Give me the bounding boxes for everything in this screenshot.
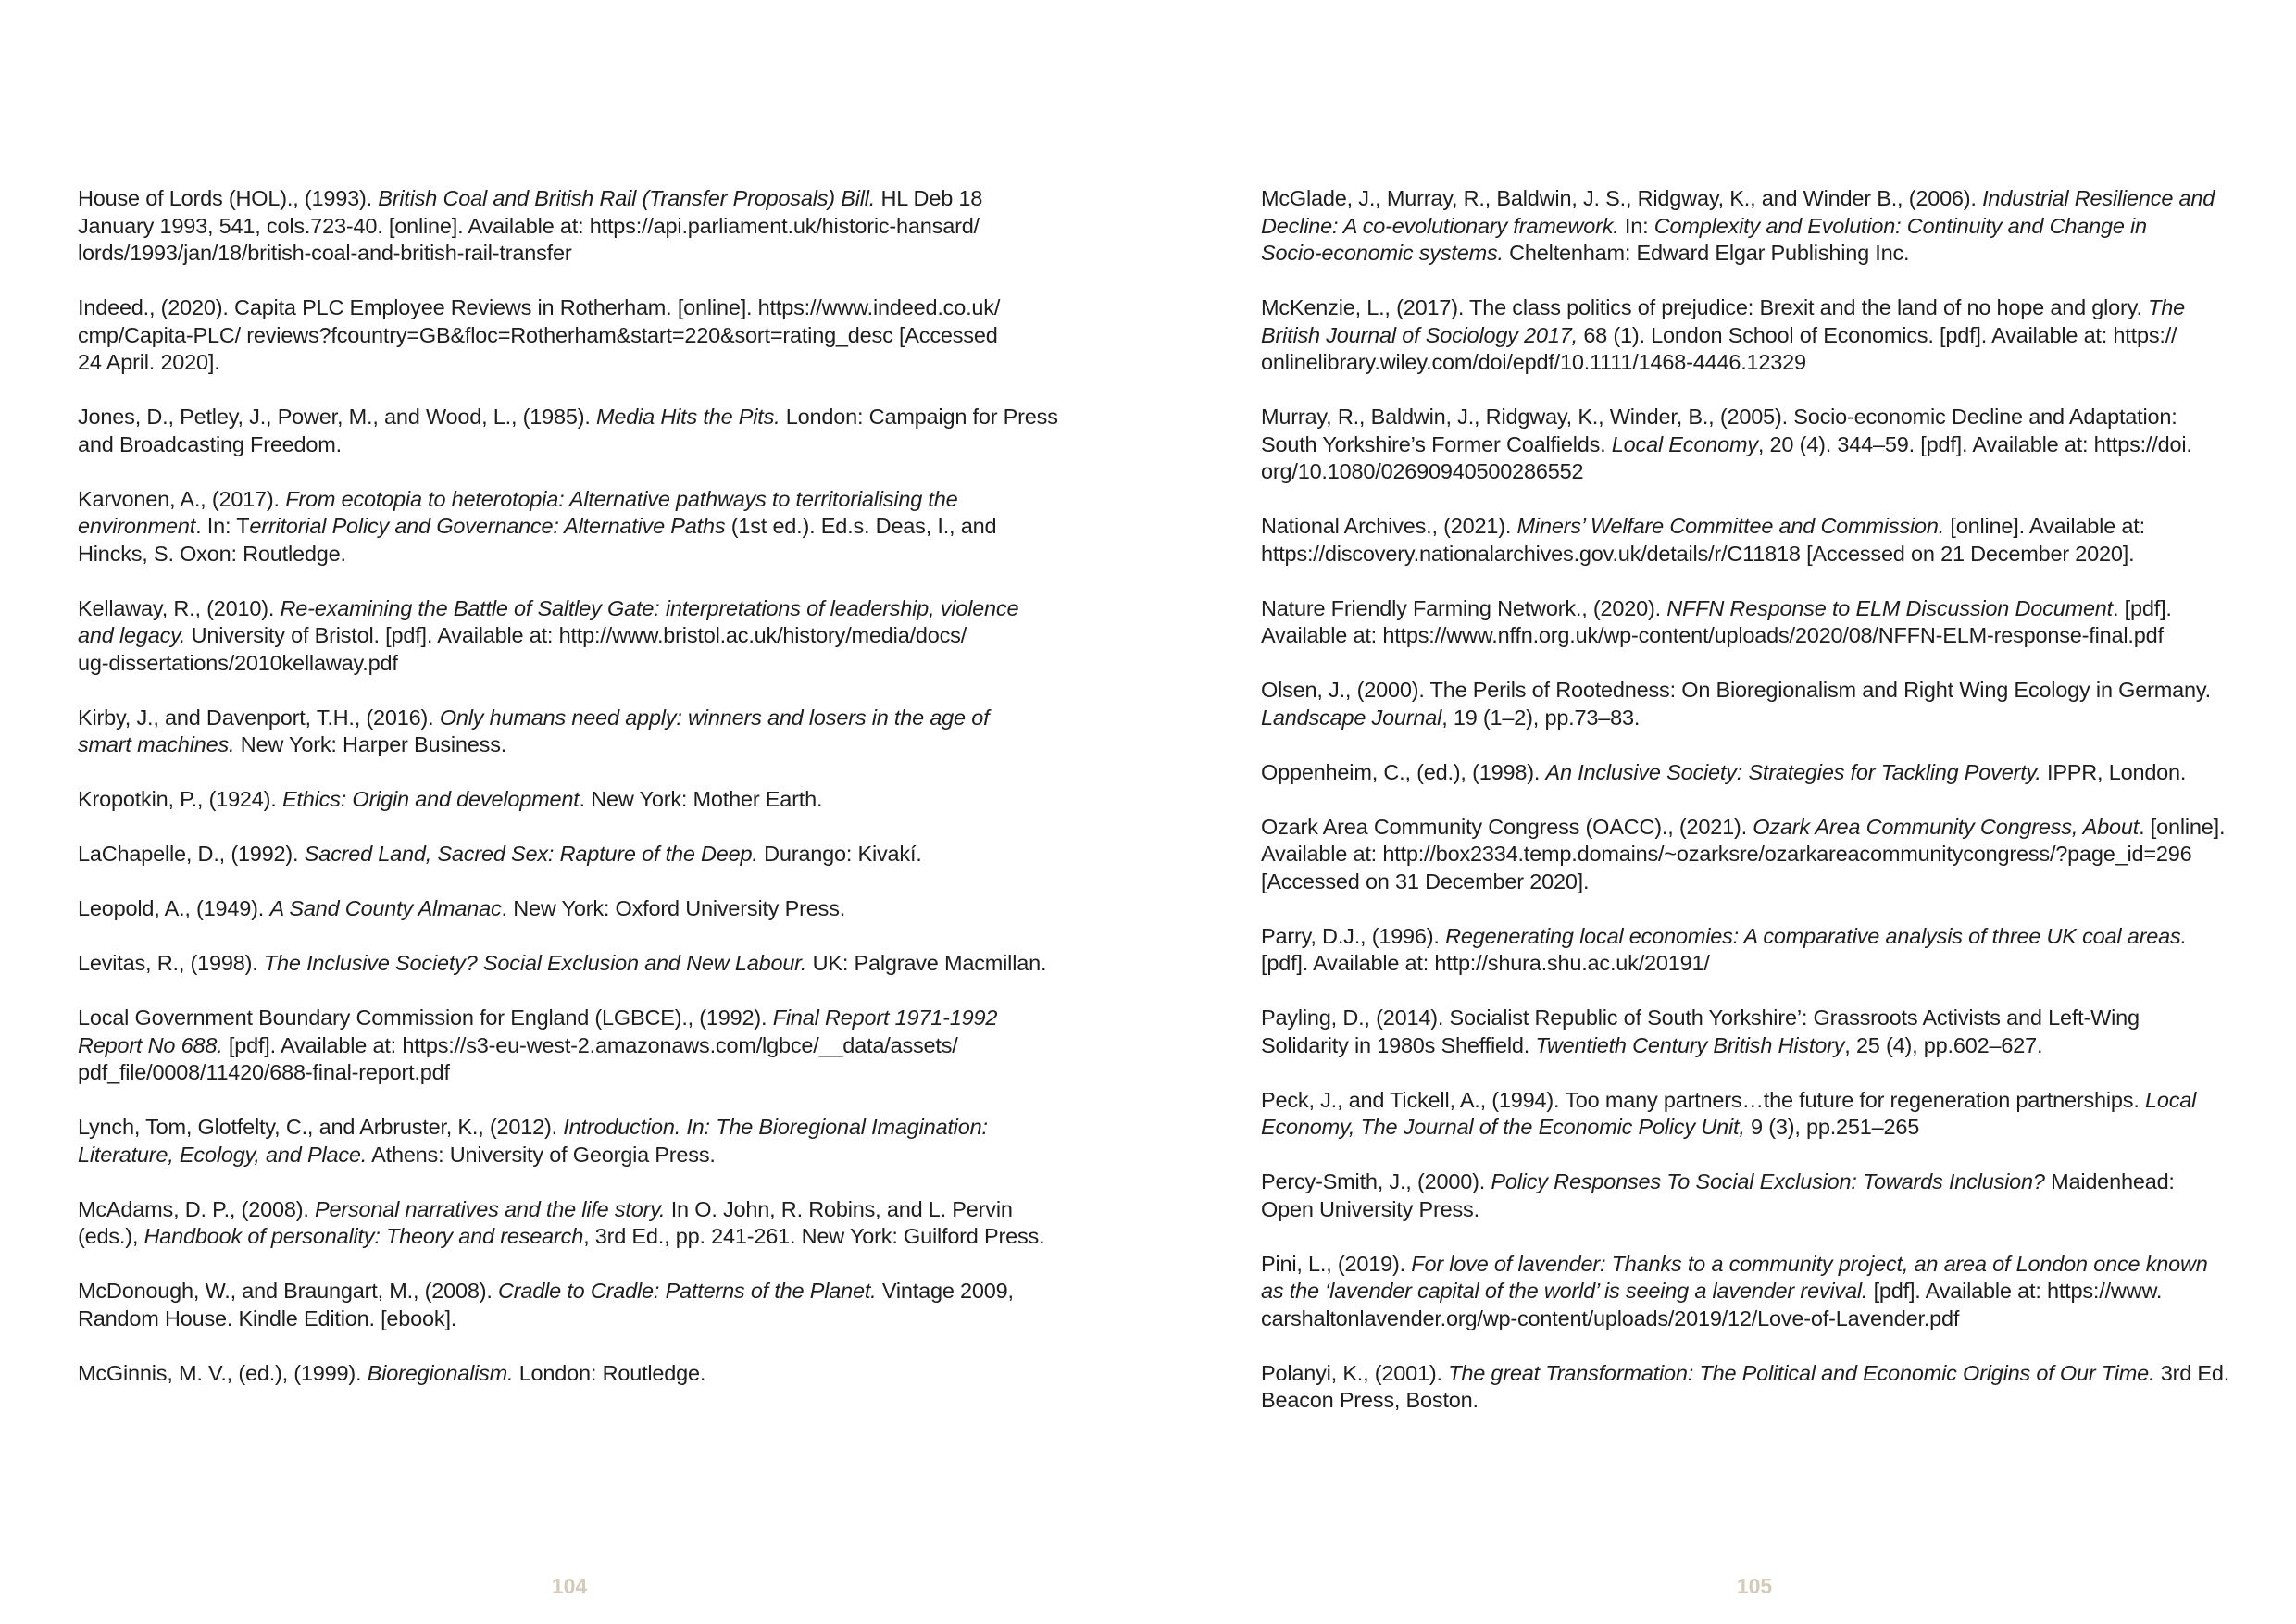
reference-title-text: Ethics: Origin and development [281, 787, 580, 811]
reference-title-text: erritorial Policy and Governance: Alternative Paths [249, 514, 726, 538]
reference-entry [1261, 1360, 2279, 1415]
reference-text: 9 (3), pp.251–265 [1744, 1115, 1920, 1139]
reference-entry [78, 486, 1068, 568]
reference-text: Kellaway, R., (2010). [78, 595, 281, 620]
reference-text: House of Lords (HOL)., (1993). [78, 186, 379, 210]
reference-entry [78, 895, 1068, 923]
reference-text: London: Routledge. [513, 1360, 706, 1385]
reference-entry [78, 1196, 1068, 1251]
reference-entry [78, 404, 1068, 458]
reference-text: Percy-Smith, J., (2000). [1261, 1169, 1491, 1193]
reference-title-text: From ecotopia to heterotopia: Alternative pathways to territorialising the environment [78, 486, 958, 538]
reference-entry [78, 705, 1068, 759]
reference-title-text: British Coal and British Rail (Transfer Proposals) Bill. [378, 186, 876, 210]
reference-title-text: Handbook of personality: Theory and research [144, 1224, 584, 1248]
reference-title-text: Bioregionalism. [367, 1360, 514, 1385]
reference-text: . [pdf]. Available at: https://www.nffn.org.uk/wp-content/uploads/2020/08/NFFN-ELM-response-final.pdf [1261, 595, 2172, 647]
reference-text: Local Government Boundary Commission for England (LGBCE)., (1992). [78, 1006, 773, 1030]
reference-entry [78, 1005, 1068, 1087]
reference-text: . New York: Oxford University Press. [501, 896, 846, 920]
reference-entry [78, 185, 1068, 268]
reference-entry [1261, 1168, 2279, 1223]
reference-entry [78, 786, 1068, 814]
reference-entry [1261, 595, 2279, 650]
reference-text: Indeed., (2020). Capita PLC Employee Reviews in Rotherham. [online]. https://www.indeed.co.uk/ cmp/Capita-PLC/ reviews?fcountry=GB&floc=Rotherham&start=220&sort=rating_desc [Accessed 24 April. 2020]. [78, 295, 1001, 374]
reference-text: Kirby, J., and Davenport, T.H., (2016). [78, 705, 440, 730]
reference-list-left [78, 185, 1068, 1415]
reference-entry [1261, 814, 2279, 896]
reference-entry [1261, 923, 2279, 978]
reference-text: . [online]. Available at: http://box2334.temp.domains/~ozarksre/ozarkareacommunitycongress/?page_id=296 [Accessed on 31 December 2020]. [1261, 814, 2226, 893]
reference-text: [online]. Available at: https://discovery.nationalarchives.gov.uk/details/r/C11818 [Accessed on 21 December 2020]. [1261, 514, 2145, 566]
reference-text: [pdf]. Available at: https://www. carshaltonlavender.org/wp-content/uploads/2019/12/Love-of-Lavender.pdf [1261, 1279, 2163, 1330]
reference-text: Murray, R., Baldwin, J., Ridgway, K., Winder, B., (2005). Socio-economic Decline and Adaptation: South Yorkshire’s Former Coalfields. [1261, 405, 2177, 456]
reference-text: , 20 (4). 344–59. [pdf]. Available at: https://doi. org/10.1080/02690940500286552 [1261, 431, 2192, 483]
reference-title-text: Local Economy [1611, 431, 1758, 456]
reference-text: Levitas, R., (1998). [78, 951, 264, 975]
reference-entry [78, 950, 1068, 978]
reference-text: McKenzie, L., (2017). The class politics of prejudice: Brexit and the land of no hope and glory. [1261, 295, 2149, 319]
reference-entry [1261, 677, 2279, 731]
reference-text: In: [1618, 213, 1654, 238]
reference-title-text: Media Hits the Pits. [596, 405, 780, 429]
reference-text: In O. John, R. Robins, and L. Pervin (eds.), [78, 1196, 1013, 1248]
reference-text: Pini, L., (2019). [1261, 1251, 1412, 1276]
reference-title-text: Cradle to Cradle: Patterns of the Planet. [498, 1279, 877, 1303]
reference-entry [1261, 1251, 2279, 1333]
reference-text: Ozark Area Community Congress (OACC)., (2021). [1261, 814, 1753, 839]
reference-text: IPPR, London. [2040, 759, 2187, 784]
reference-text: Olsen, J., (2000). The Perils of Rootedness: On Bioregionalism and Right Wing Ecology in Germany. [1261, 678, 2211, 702]
reference-text: . New York: Mother Earth. [579, 787, 823, 811]
reference-text: Parry, D.J., (1996). [1261, 923, 1446, 948]
reference-entry [78, 595, 1068, 678]
reference-entry [1261, 1005, 2279, 1059]
reference-entry [78, 1278, 1068, 1332]
reference-entry [1261, 513, 2279, 568]
reference-text: McAdams, D. P., (2008). [78, 1196, 315, 1221]
reference-text: . In: T [195, 514, 250, 538]
reference-text: McGinnis, M. V., (ed.), (1999). [78, 1360, 368, 1385]
reference-text: , 19 (1–2), pp.73–83. [1441, 705, 1641, 730]
reference-text: [pdf]. Available at: http://shura.shu.ac.uk/20191/ [1261, 951, 1710, 975]
reference-title-text: Final Report 1971-1992 Report No 688. [78, 1006, 998, 1057]
reference-title-text: NFFN Response to ELM Discussion Document [1666, 595, 2114, 620]
reference-text: Kropotkin, P., (1924). [78, 787, 282, 811]
reference-entry [78, 1360, 1068, 1388]
reference-text: Oppenheim, C., (ed.), (1998). [1261, 759, 1546, 784]
reference-text: (1st ed.). Ed.s. Deas, I., and Hincks, S. Oxon: Routledge. [78, 514, 997, 566]
reference-text: Leopold, A., (1949). [78, 896, 270, 920]
reference-text: Jones, D., Petley, J., Power, M., and Wood, L., (1985). [78, 405, 597, 429]
reference-title-text: Personal narratives and the life story. [314, 1196, 666, 1221]
reference-title-text: Complexity and Evolution: Continuity and Change in Socio-economic systems. [1261, 213, 2147, 265]
reference-title-text: Local Economy, The Journal of the Economic Policy Unit, [1261, 1087, 2197, 1139]
reference-text: UK: Palgrave Macmillan. [806, 951, 1047, 975]
reference-title-text: An Inclusive Society: Strategies for Tackling Poverty. [1545, 759, 2041, 784]
reference-title-text: The Inclusive Society? Social Exclusion and New Labour. [263, 951, 807, 975]
reference-entry [1261, 404, 2279, 486]
reference-text: [pdf]. Available at: https://s3-eu-west-2.amazonaws.com/lgbce/__data/assets/ pdf_file/0008/11420/688-final-report.pdf [78, 1032, 958, 1084]
reference-entry [78, 294, 1068, 377]
reference-text: Nature Friendly Farming Network., (2020). [1261, 595, 1667, 620]
reference-text: Athens: University of Georgia Press. [367, 1142, 716, 1167]
reference-text: University of Bristol. [pdf]. Available at: http://www.bristol.ac.uk/history/media/docs/ ug-dissertations/2010kellaway.pdf [78, 623, 967, 675]
reference-entry [1261, 1087, 2279, 1142]
reference-text: New York: Harper Business. [234, 732, 507, 756]
reference-title-text: Landscape Journal [1261, 705, 1442, 730]
reference-entry [1261, 294, 2279, 377]
reference-entry [78, 841, 1068, 868]
reference-title-text: For love of lavender: Thanks to a community project, an area of London once known as the ‘lavender capital of the world’ is seeing a lavender revival. [1261, 1251, 2208, 1303]
reference-title-text: Industrial Resilience and Decline: A co-evolutionary framework. [1261, 186, 2215, 238]
reference-text: HL Deb 18 January 1993, 541, cols.723-40. [online]. Available at: https://api.parliament.uk/historic-hansard/ lords/1993/jan/18/british-coal-and-british-rail-transfer [78, 186, 983, 265]
reference-entry [1261, 759, 2279, 787]
reference-title-text: Re-examining the Battle of Saltley Gate: interpretations of leadership, violence and legacy. [78, 595, 1019, 647]
reference-text: McDonough, W., and Braungart, M., (2008). [78, 1279, 498, 1303]
reference-text: Karvonen, A., (2017). [78, 486, 286, 511]
reference-text: , 25 (4), pp.602–627. [1844, 1032, 2043, 1057]
reference-text: 3rd Ed. Beacon Press, Boston. [1261, 1360, 2230, 1412]
reference-list-right [1261, 185, 2279, 1442]
reference-text: Payling, D., (2014). Socialist Republic of South Yorkshire’: Grassroots Activists and Left-Wing Solidarity in 1980s Sheffield. [1261, 1006, 2140, 1057]
reference-entry [1261, 185, 2279, 268]
reference-text: Lynch, Tom, Glotfelty, C., and Arbruster, K., (2012). [78, 1115, 564, 1139]
reference-entry [78, 1114, 1068, 1168]
reference-text: , 3rd Ed., pp. 241-261. New York: Guilford Press. [583, 1224, 1045, 1248]
reference-text: LaChapelle, D., (1992). [78, 842, 305, 866]
reference-title-text: Ozark Area Community Congress, About [1753, 814, 2140, 839]
reference-title-text: The British Journal of Sociology 2017, [1261, 295, 2186, 347]
right-page [1148, 0, 2296, 1624]
reference-title-text: The great Transformation: The Political and Economic Origins of Our Time. [1448, 1360, 2155, 1385]
reference-text: Cheltenham: Edward Elgar Publishing Inc. [1503, 241, 1910, 265]
reference-text: Maidenhead: Open University Press. [1261, 1169, 2175, 1221]
reference-title-text: A Sand County Almanac [269, 896, 502, 920]
reference-title-text: Regenerating local economies: A comparative analysis of three UK coal areas. [1445, 923, 2187, 948]
reference-text: Vintage 2009, Random House. Kindle Edition. [ebook]. [78, 1279, 1014, 1330]
reference-title-text: Only humans need apply: winners and losers in the age of smart machines. [78, 705, 990, 756]
reference-title-text: Miners’ Welfare Committee and Commission. [1516, 514, 1945, 538]
reference-text: 68 (1). London School of Economics. [pdf]. Available at: https:// onlinelibrary.wiley.com/doi/epdf/10.1111/1468-4446.12329 [1261, 322, 2177, 374]
reference-title-text: Introduction. In: The Bioregional Imagination: Literature, Ecology, and Place. [78, 1115, 988, 1167]
page-number-right: 105 [1736, 1574, 1773, 1598]
reference-title-text: Policy Responses To Social Exclusion: Towards Inclusion? [1491, 1169, 2045, 1193]
reference-title-text: Twentieth Century British History [1535, 1032, 1845, 1057]
page-number-left: 104 [551, 1574, 588, 1598]
reference-text: Peck, J., and Tickell, A., (1994). Too many partners…the future for regeneration partnerships. [1261, 1087, 2146, 1112]
reference-text: Polanyi, K., (2001). [1261, 1360, 1449, 1385]
reference-text: National Archives., (2021). [1261, 514, 1517, 538]
reference-title-text: Sacred Land, Sacred Sex: Rapture of the Deep. [304, 842, 758, 866]
reference-text: London: Campaign for Press and Broadcasting Freedom. [78, 405, 1058, 456]
reference-text: McGlade, J., Murray, R., Baldwin, J. S., Ridgway, K., and Winder B., (2006). [1261, 186, 1983, 210]
reference-text: Durango: Kivakí. [757, 842, 922, 866]
